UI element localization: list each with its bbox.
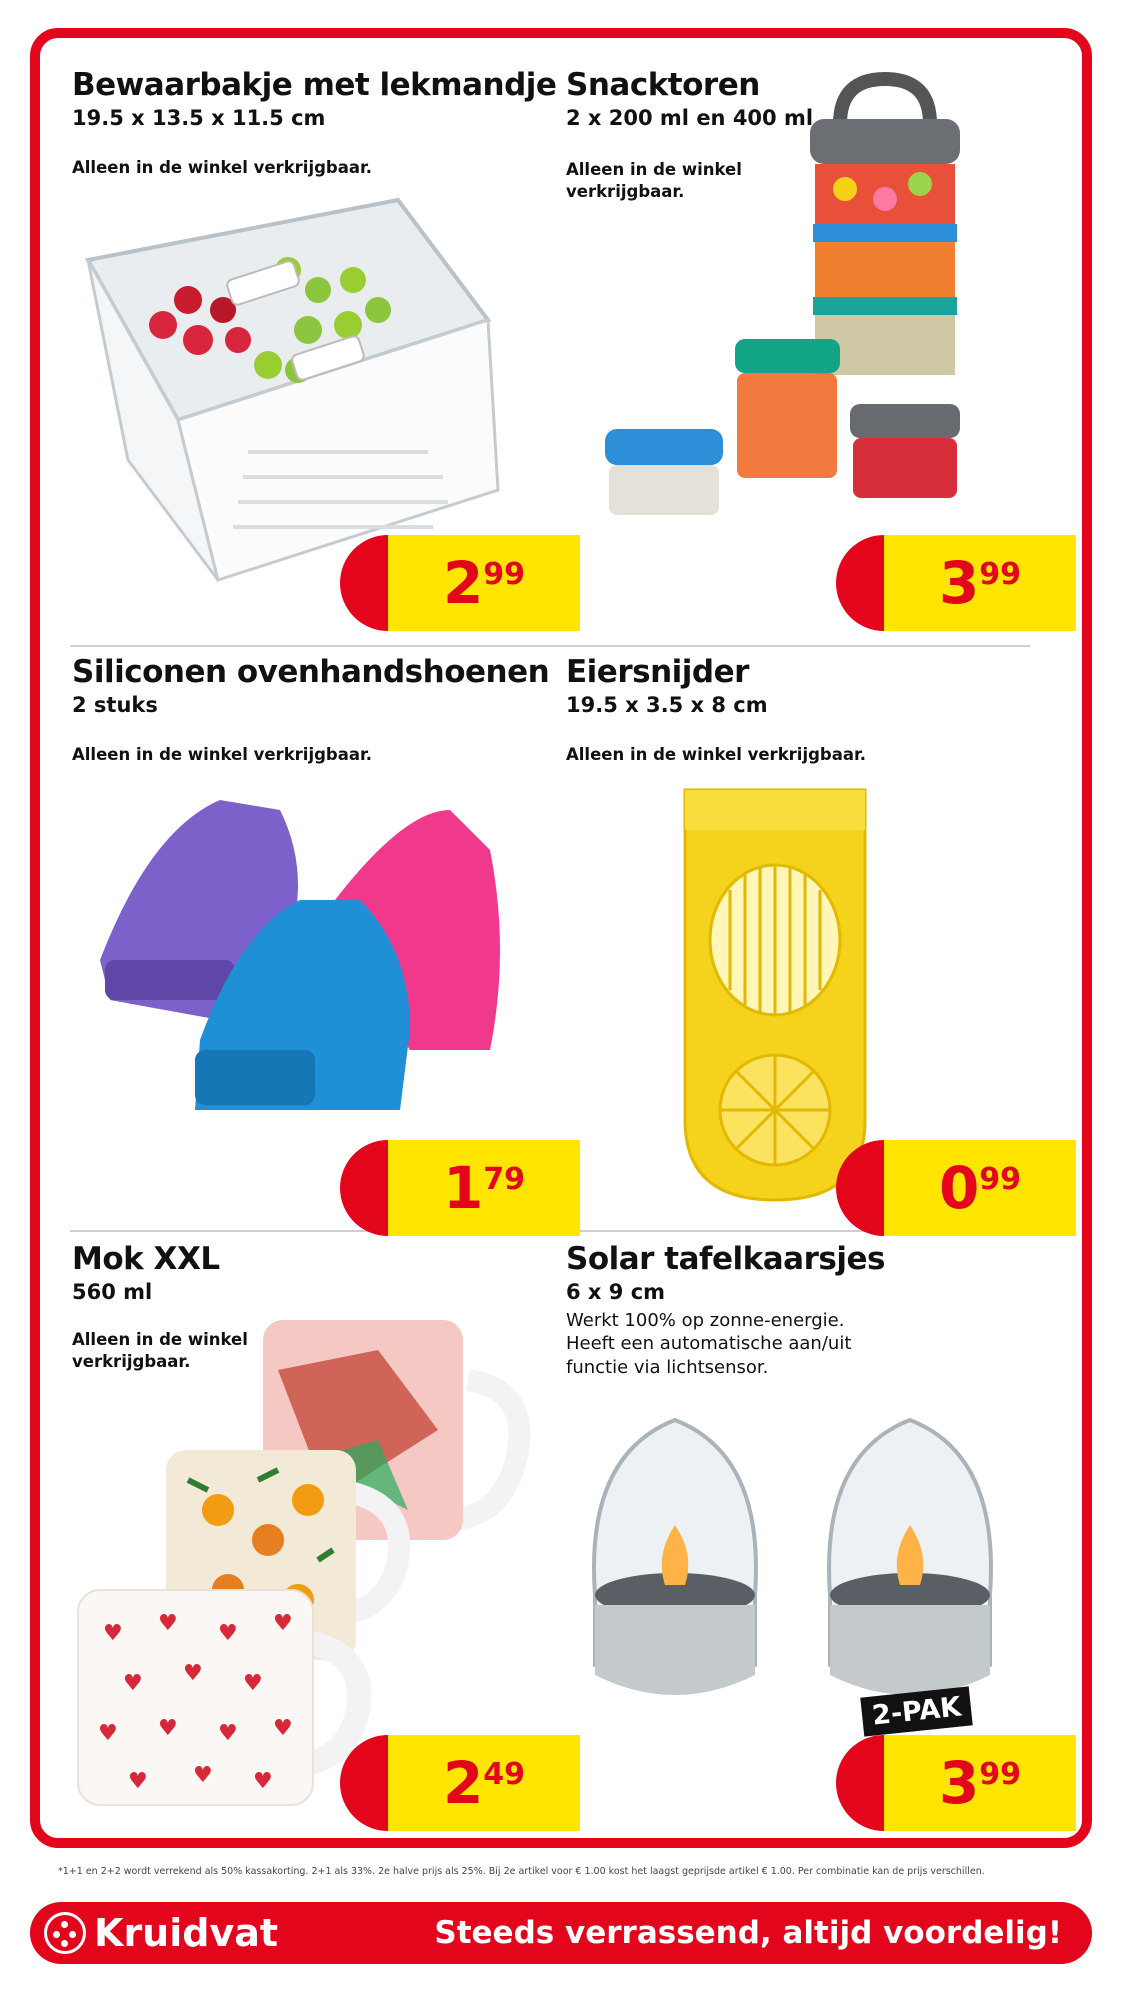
price-decimal: 99 (979, 1162, 1022, 1197)
price-integer: 2 (442, 1749, 482, 1817)
product-title: Siliconen ovenhandshoenen (72, 654, 550, 690)
product-desc-line-2: Heeft een automatische aan/uit (566, 1333, 852, 1355)
logo-dots-icon (44, 1912, 86, 1954)
product-size: 2 stuks (72, 692, 158, 717)
price-tag-mug-xxl (340, 1735, 580, 1831)
kruidvat-logo[interactable] (44, 1911, 278, 1955)
svg-text:♥: ♥ (103, 1621, 123, 1646)
price-integer: 1 (442, 1154, 482, 1222)
product-egg-slicer (566, 655, 986, 766)
price-integer: 3 (938, 1749, 978, 1817)
svg-text:♥: ♥ (243, 1671, 263, 1696)
price-integer: 0 (938, 1154, 978, 1222)
oven-mitts-image (70, 790, 510, 1130)
svg-text:♥: ♥ (273, 1716, 293, 1741)
storage-box-image (68, 190, 508, 590)
slogan: Steeds verrassend, altijd voordelig! (434, 1915, 1062, 1951)
price-tag-solar-candles (836, 1735, 1076, 1831)
price-decimal: 99 (483, 557, 526, 592)
product-note-line-2: verkrijgbaar. (566, 182, 685, 202)
price-tag-storage-box (340, 535, 580, 631)
snack-tower-image (585, 74, 985, 574)
product-title: Solar tafelkaarsjes (566, 1241, 885, 1277)
footnote: *1+1 en 2+2 wordt verrekend als 50% kassakorting. 2+1 als 33%. 2e halve prijs als 25%. Bij 2e artikel voor € 1.00 kost het laagst geprijsde artikel € 1.00. Per combinatie kan de prijs verschillen. (58, 1866, 985, 1877)
product-title: Snacktoren (566, 67, 760, 103)
price-decimal: 99 (979, 557, 1022, 592)
svg-text:♥: ♥ (128, 1769, 148, 1794)
product-note-line-2: verkrijgbaar. (72, 1352, 191, 1372)
product-desc-line-1: Werkt 100% op zonne-energie. (566, 1309, 845, 1331)
price-decimal: 49 (483, 1757, 526, 1792)
product-oven-mitts (72, 654, 550, 766)
price-decimal: 79 (483, 1162, 526, 1197)
svg-text:♥: ♥ (158, 1611, 178, 1636)
price-tag-oven-mitts (340, 1140, 580, 1236)
svg-text:♥: ♥ (253, 1769, 273, 1794)
product-note: Alleen in de winkel verkrijgbaar. (72, 744, 373, 764)
svg-text:♥: ♥ (123, 1671, 143, 1696)
price-integer: 3 (938, 549, 978, 617)
price-decimal: 99 (979, 1757, 1022, 1792)
brand-name: Kruidvat (94, 1911, 279, 1955)
svg-text:♥: ♥ (193, 1763, 213, 1788)
svg-text:♥: ♥ (98, 1721, 118, 1746)
row-divider-1 (70, 645, 1030, 647)
product-title: Bewaarbakje met lekmandje (72, 67, 557, 103)
product-note: Alleen in de winkel verkrijgbaar. (566, 744, 867, 764)
product-size: 19.5 x 13.5 x 11.5 cm (72, 105, 326, 130)
product-desc-line-3: functie via lichtsensor. (566, 1356, 769, 1378)
svg-text:♥: ♥ (158, 1716, 178, 1741)
product-size: 2 x 200 ml en 400 ml (566, 105, 814, 130)
price-tag-egg-slicer (836, 1140, 1076, 1236)
two-pack-badge: 2-PAK (860, 1686, 973, 1736)
product-note-line-1: Alleen in de winkel (72, 1329, 248, 1349)
footer-bar (30, 1902, 1092, 1964)
svg-text:♥: ♥ (183, 1661, 203, 1686)
product-title: Mok XXL (72, 1241, 220, 1277)
product-solar-candles (566, 1242, 986, 1379)
price-integer: 2 (442, 549, 482, 617)
product-size: 19.5 x 3.5 x 8 cm (566, 692, 768, 717)
product-size: 560 ml (72, 1279, 153, 1304)
svg-text:♥: ♥ (273, 1611, 293, 1636)
product-note: Alleen in de winkel verkrijgbaar. (72, 157, 373, 177)
product-size: 6 x 9 cm (566, 1279, 666, 1304)
svg-text:♥: ♥ (218, 1621, 238, 1646)
price-tag-snack-tower (836, 535, 1076, 631)
product-title: Eiersnijder (566, 654, 749, 690)
product-storage-box (72, 67, 557, 179)
product-note-line-1: Alleen in de winkel (566, 159, 742, 179)
svg-text:♥: ♥ (218, 1721, 238, 1746)
